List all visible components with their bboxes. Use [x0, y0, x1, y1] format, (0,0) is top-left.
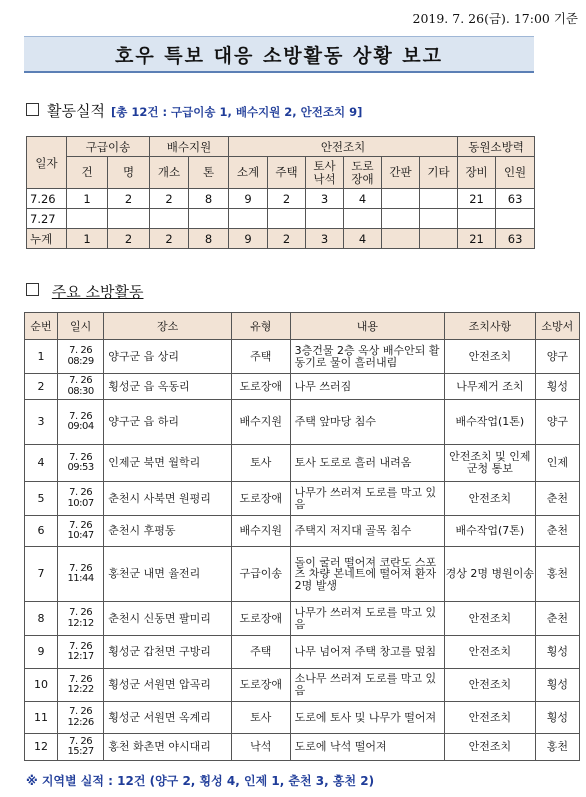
row-station: 홍천: [535, 547, 579, 602]
row-time: 12:17: [67, 651, 94, 662]
section-summary: [총 12건 : 구급이송 1, 배수지원 2, 안전조치 9]: [110, 105, 363, 119]
row-time: 08:29: [67, 355, 94, 367]
sub-header: 톤: [189, 157, 229, 189]
stat-cell: [382, 209, 420, 229]
row-content: 주택 앞마당 침수: [290, 400, 444, 445]
table-row: [25, 340, 580, 374]
row-place: 횡성군 서원면 압곡리: [104, 669, 232, 702]
stat-cell: [382, 229, 420, 249]
row-number: 11: [25, 702, 58, 734]
row-place: 춘천시 후평동: [104, 516, 232, 547]
row-type: 배수지원: [231, 516, 290, 547]
row-day: 7.27: [27, 209, 67, 229]
row-number: 10: [25, 669, 58, 702]
row-place: 춘천시 사북면 원평리: [104, 482, 232, 516]
row-date: 7. 26: [69, 673, 93, 685]
stats-table: [26, 136, 535, 249]
section-heading: 활동실적: [47, 102, 105, 120]
row-place: 홍천 화촌면 야시대리: [104, 734, 232, 761]
row-number: 1: [25, 340, 58, 374]
row-number: 9: [25, 636, 58, 669]
row-datetime: [57, 702, 103, 734]
activities-table: [24, 312, 580, 761]
row-type: 주택: [231, 636, 290, 669]
row-time: 12:12: [67, 617, 94, 629]
stat-cell: [189, 209, 229, 229]
row-datetime: [57, 374, 103, 400]
table-row: [25, 516, 580, 547]
stat-cell: 63: [496, 189, 535, 209]
sub-header: 도로 장애: [344, 157, 382, 189]
table-row: [25, 602, 580, 636]
group-header: 안전조치: [229, 137, 458, 157]
sub-header: 개소: [150, 157, 189, 189]
row-content: 소나무 쓰러져 도로를 막고 있음: [290, 669, 444, 702]
stat-cell: 2: [108, 229, 150, 249]
table-row: [25, 547, 580, 602]
group-header: 구급이송: [67, 137, 150, 157]
row-type: 구급이송: [231, 547, 290, 602]
section-heading: 주요 소방활동: [51, 283, 144, 301]
row-station: 횡성: [535, 374, 579, 400]
row-type: 도로장애: [231, 374, 290, 400]
col-day-header: 일자: [27, 137, 67, 189]
table-row: [25, 445, 580, 482]
row-place: 횡성군 갑천면 구방리: [104, 636, 232, 669]
stat-cell: 2: [150, 189, 189, 209]
stat-cell: 4: [344, 229, 382, 249]
date-stamp: 2019. 7. 26(금). 17:00 기준: [412, 11, 578, 26]
row-action: 배수작업(1톤): [445, 400, 536, 445]
column-header: 장소: [104, 313, 232, 340]
column-header: 일시: [57, 313, 103, 340]
row-content: 주택지 저지대 골목 침수: [290, 516, 444, 547]
row-type: 토사: [231, 702, 290, 734]
row-number: 5: [25, 482, 58, 516]
row-datetime: [57, 636, 103, 669]
row-place: 인제군 북면 월학리: [104, 445, 232, 482]
stat-cell: 4: [344, 189, 382, 209]
row-number: 2: [25, 374, 58, 400]
stat-cell: 1: [67, 229, 108, 249]
row-content: 나무가 쓰러져 도로를 막고 있음: [290, 602, 444, 636]
stat-cell: 3: [306, 189, 344, 209]
row-type: 토사: [231, 445, 290, 482]
sub-header: 건: [67, 157, 108, 189]
table-row: [27, 209, 535, 229]
row-place: 횡성군 읍 옥동리: [104, 374, 232, 400]
row-time: 09:53: [67, 462, 94, 473]
row-date: 7. 26: [69, 706, 93, 717]
row-time: 09:04: [67, 421, 94, 432]
row-date: 7. 26: [69, 735, 93, 747]
stat-cell: [420, 189, 458, 209]
column-header: 소방서: [535, 313, 579, 340]
row-type: 낙석: [231, 734, 290, 761]
section-main-activities: [26, 281, 144, 302]
report-title: 호우 특보 대응 소방활동 상황 보고: [24, 36, 534, 73]
column-header: 내용: [290, 313, 444, 340]
stat-cell: 9: [229, 229, 268, 249]
row-time: 12:26: [67, 716, 94, 728]
stat-cell: [229, 209, 268, 229]
row-content: 3층건물 2층 옥상 배수안되 활동기로 물이 흘러내림: [290, 340, 444, 374]
section-activity-results: [26, 100, 362, 121]
row-station: 횡성: [535, 636, 579, 669]
row-number: 3: [25, 400, 58, 445]
row-action: 안전조치: [445, 734, 536, 761]
row-station: 춘천: [535, 516, 579, 547]
row-content: 나무가 쓰러져 도로를 막고 있음: [290, 482, 444, 516]
row-place: 홍천군 내면 율전리: [104, 547, 232, 602]
row-content: 나무 쓰러짐: [290, 374, 444, 400]
stat-cell: 3: [306, 229, 344, 249]
row-day: 누계: [27, 229, 67, 249]
stat-cell: [108, 209, 150, 229]
table-row: [25, 482, 580, 516]
row-number: 12: [25, 734, 58, 761]
sub-header: 간판: [382, 157, 420, 189]
stat-cell: 2: [268, 229, 306, 249]
row-time: 12:22: [67, 684, 94, 695]
row-action: 나무제거 조치: [445, 374, 536, 400]
sub-header: 주택: [268, 157, 306, 189]
row-action: 배수작업(7톤): [445, 516, 536, 547]
row-action: 안전조치 및 인제군청 통보: [445, 445, 536, 482]
table-row: [25, 669, 580, 702]
table-row: [25, 702, 580, 734]
row-time: 10:47: [67, 530, 94, 541]
table-row: [27, 229, 535, 249]
row-content: 도로에 낙석 떨어져: [290, 734, 444, 761]
row-content: 도로에 토사 및 나무가 떨어져: [290, 702, 444, 734]
stat-cell: 2: [108, 189, 150, 209]
row-station: 양구: [535, 400, 579, 445]
row-time: 11:44: [67, 573, 94, 584]
stat-cell: [420, 209, 458, 229]
stat-cell: 2: [268, 189, 306, 209]
stat-cell: 21: [458, 189, 496, 209]
row-type: 주택: [231, 340, 290, 374]
row-type: 도로장애: [231, 669, 290, 702]
table-row: [25, 374, 580, 400]
row-datetime: [57, 516, 103, 547]
row-action: 안전조치: [445, 482, 536, 516]
column-header: 순번: [25, 313, 58, 340]
stat-cell: 1: [67, 189, 108, 209]
stat-cell: [306, 209, 344, 229]
stat-cell: [344, 209, 382, 229]
row-action: 경상 2명 병원이송: [445, 547, 536, 602]
row-date: 7. 26: [69, 562, 93, 574]
row-date: 7. 26: [69, 640, 93, 652]
table-row: [25, 636, 580, 669]
row-content: 나무 넘어져 주택 창고를 덮침: [290, 636, 444, 669]
sub-header: 소계: [229, 157, 268, 189]
row-datetime: [57, 400, 103, 445]
row-action: 안전조치: [445, 340, 536, 374]
stat-cell: 9: [229, 189, 268, 209]
regional-summary: ※ 지역별 실적 : 12건 (양구 2, 횡성 4, 인제 1, 춘천 3, 홍천 2): [26, 774, 375, 788]
sub-header: 기타: [420, 157, 458, 189]
row-action: 안전조치: [445, 669, 536, 702]
checkbox-square-icon: [26, 283, 39, 296]
row-datetime: [57, 734, 103, 761]
table-row: [27, 189, 535, 209]
row-date: 7. 26: [69, 345, 93, 356]
stat-cell: [150, 209, 189, 229]
stat-cell: 2: [150, 229, 189, 249]
row-station: 춘천: [535, 602, 579, 636]
sub-header: 토사 낙석: [306, 157, 344, 189]
row-type: 도로장애: [231, 602, 290, 636]
row-number: 6: [25, 516, 58, 547]
row-date: 7. 26: [69, 519, 93, 531]
row-datetime: [57, 669, 103, 702]
row-station: 홍천: [535, 734, 579, 761]
stat-cell: 8: [189, 189, 229, 209]
checkbox-square-icon: [26, 103, 39, 116]
row-day: 7.26: [27, 189, 67, 209]
stat-cell: 63: [496, 229, 535, 249]
stat-cell: [458, 209, 496, 229]
row-number: 7: [25, 547, 58, 602]
column-header: 유형: [231, 313, 290, 340]
column-header: 조치사항: [445, 313, 536, 340]
row-date: 7. 26: [69, 410, 93, 422]
row-place: 횡성군 서원면 옥계리: [104, 702, 232, 734]
row-datetime: [57, 340, 103, 374]
row-number: 8: [25, 602, 58, 636]
row-datetime: [57, 547, 103, 602]
group-header: 배수지원: [150, 137, 229, 157]
row-action: 안전조치: [445, 602, 536, 636]
row-type: 도로장애: [231, 482, 290, 516]
row-place: 양구군 읍 상리: [104, 340, 232, 374]
row-time: 08:30: [67, 385, 94, 397]
row-place: 춘천시 신동면 팔미리: [104, 602, 232, 636]
row-date: 7. 26: [69, 607, 93, 618]
stat-cell: [496, 209, 535, 229]
stat-cell: 21: [458, 229, 496, 249]
row-datetime: [57, 602, 103, 636]
sub-header: 장비: [458, 157, 496, 189]
row-action: 안전조치: [445, 702, 536, 734]
stat-cell: [268, 209, 306, 229]
row-action: 안전조치: [445, 636, 536, 669]
sub-header: 인원: [496, 157, 535, 189]
row-date: 7. 26: [69, 375, 93, 386]
stat-cell: [67, 209, 108, 229]
stat-cell: [420, 229, 458, 249]
row-station: 인제: [535, 445, 579, 482]
row-content: 토사 도로로 흘러 내려옴: [290, 445, 444, 482]
row-datetime: [57, 445, 103, 482]
group-header: 동원소방력: [458, 137, 535, 157]
row-station: 횡성: [535, 702, 579, 734]
row-datetime: [57, 482, 103, 516]
row-time: 15:27: [67, 746, 94, 757]
table-row: [25, 400, 580, 445]
stat-cell: [382, 189, 420, 209]
sub-header: 명: [108, 157, 150, 189]
row-date: 7. 26: [69, 451, 93, 463]
table-row: [25, 734, 580, 761]
row-number: 4: [25, 445, 58, 482]
row-station: 횡성: [535, 669, 579, 702]
row-station: 양구: [535, 340, 579, 374]
row-type: 배수지원: [231, 400, 290, 445]
row-time: 10:07: [67, 497, 94, 509]
row-content: 돌이 굴러 떨어져 코란도 스포츠 차량 본네트에 떨어져 환자2명 발생: [290, 547, 444, 602]
stat-cell: 8: [189, 229, 229, 249]
row-place: 양구군 읍 하리: [104, 400, 232, 445]
row-station: 춘천: [535, 482, 579, 516]
row-date: 7. 26: [69, 487, 93, 498]
